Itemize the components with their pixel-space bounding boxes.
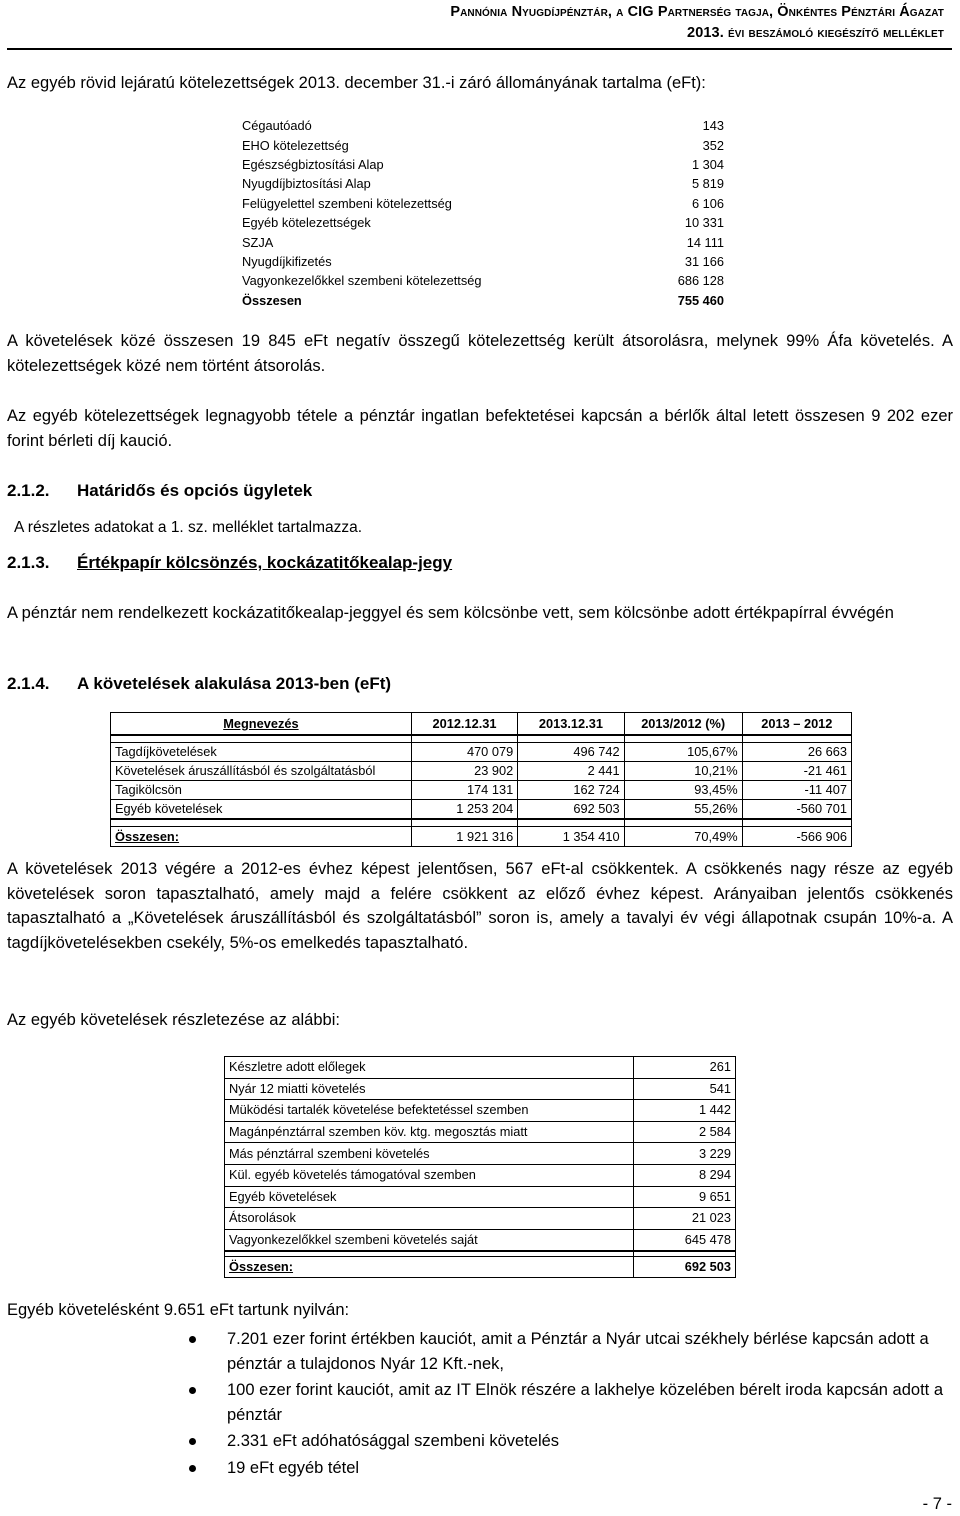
bullet-icon bbox=[189, 1336, 196, 1343]
row-label: Más pénztárral szembeni követelés bbox=[225, 1143, 634, 1165]
table-row bbox=[225, 1057, 736, 1079]
row-label: Vagyonkezelőkkel szembeni követelés saját bbox=[225, 1229, 634, 1251]
section-title: A követelések alakulása 2013-ben (eFt) bbox=[77, 674, 392, 693]
table-row bbox=[111, 762, 852, 781]
col-header-diff: 2013 – 2012 bbox=[742, 713, 851, 736]
row-label: Egyéb követelések bbox=[225, 1186, 634, 1208]
row-label: Nyugdíjkifizetés bbox=[242, 253, 332, 269]
row-label: Kül. egyéb követelés támogatóval szemben bbox=[225, 1164, 634, 1186]
row-label: EHO kötelezettség bbox=[242, 137, 349, 153]
row-value: 14 111 bbox=[686, 234, 724, 250]
row-label: Nyár 12 miatti követelés bbox=[225, 1078, 634, 1100]
cell: -566 906 bbox=[742, 827, 851, 847]
row-value: 686 128 bbox=[677, 273, 724, 289]
table-row bbox=[225, 1229, 736, 1251]
row-label: Egészségbiztosítási Alap bbox=[242, 156, 384, 172]
table-row bbox=[238, 232, 728, 251]
receivables-table bbox=[110, 712, 852, 847]
cell: 1 253 204 bbox=[411, 800, 517, 820]
table-row bbox=[111, 743, 852, 762]
section-heading-2-1-3 bbox=[7, 553, 452, 573]
cell: 174 131 bbox=[411, 781, 517, 800]
list-item-text: 7.201 ezer forint értékben kauciót, amit a Pénztár a Nyár utcai székhely bérlése kapcsán adott a pénztár a tulajdonos Nyár 12 Kft.-nek, bbox=[227, 1330, 929, 1373]
table-row bbox=[238, 135, 728, 154]
cell: -21 461 bbox=[742, 762, 851, 781]
other-receivables-table bbox=[224, 1056, 736, 1278]
cell: 93,45% bbox=[624, 781, 742, 800]
row-value: 10 331 bbox=[684, 215, 724, 231]
cell: 1 921 316 bbox=[411, 827, 517, 847]
row-value: 8 294 bbox=[634, 1164, 736, 1186]
paragraph-reclassification: A követelések közé összesen 19 845 eFt negatív összegű kötelezettség került átsorolásra, melynek 99% Áfa követelés. A kötelezettségek közé nem történt átsorolás. bbox=[7, 332, 953, 375]
total-label: Összesen: bbox=[225, 1257, 634, 1278]
row-label: SZJA bbox=[242, 234, 274, 250]
row-value: 1 442 bbox=[634, 1100, 736, 1122]
section-number: 2.1.3. bbox=[7, 553, 50, 572]
table-row bbox=[225, 1100, 736, 1122]
total-row bbox=[225, 1257, 736, 1278]
table-row bbox=[225, 1078, 736, 1100]
row-value: 2 584 bbox=[634, 1121, 736, 1143]
table-row bbox=[111, 800, 852, 820]
liabilities-table bbox=[238, 116, 728, 310]
section-heading-2-1-2 bbox=[7, 481, 312, 501]
row-value: 261 bbox=[634, 1057, 736, 1079]
cell: Követelések áruszállításból és szolgáltatásból bbox=[111, 762, 412, 781]
cell: Egyéb követelések bbox=[111, 800, 412, 820]
col-header-name: Megnevezés bbox=[111, 713, 412, 736]
total-row bbox=[238, 291, 728, 310]
table-row bbox=[225, 1164, 736, 1186]
cell: Tagdíjkövetelések bbox=[111, 743, 412, 762]
row-value: 6 106 bbox=[691, 195, 724, 211]
col-header-ratio: 2013/2012 (%) bbox=[624, 713, 742, 736]
paragraph-deposit: Az egyéb kötelezettségek legnagyobb tétele a pénztár ingatlan befektetései kapcsán a bérlők által letett összesen 9 202 ezer forint bérleti díj kaució. bbox=[7, 407, 953, 450]
section-2-1-3-text: A pénztár nem rendelkezett kockázatitőkealap-jeggyel és sem kölcsönbe vett, sem kölcsönbe adott értékpapírral évvégén bbox=[7, 604, 894, 622]
total-value: 692 503 bbox=[634, 1257, 736, 1278]
row-value: 31 166 bbox=[684, 253, 724, 269]
row-value: 9 651 bbox=[634, 1186, 736, 1208]
row-label: Cégautóadó bbox=[242, 118, 312, 134]
list-item-text: 2.331 eFt adóhatósággal szembeni követelés bbox=[227, 1432, 560, 1450]
table-row bbox=[238, 252, 728, 271]
row-value: 541 bbox=[634, 1078, 736, 1100]
table-row bbox=[225, 1186, 736, 1208]
header-line-2: 2013. évi beszámoló kiegészítő melléklet bbox=[687, 25, 944, 41]
row-value: 352 bbox=[702, 137, 724, 153]
table-row bbox=[225, 1208, 736, 1230]
cell: 2 441 bbox=[518, 762, 624, 781]
row-label: Felügyelettel szembeni kötelezettség bbox=[242, 195, 452, 211]
table-row bbox=[225, 1121, 736, 1143]
paragraph-receivables-analysis: A követelések 2013 végére a 2012-es évhez képest jelentősen, 567 eFt-al csökkentek. A csökkenés nagy része az egyéb követelések soron tapasztalható, amely majd a felére csökkent az előző évhez képest. Arányaiban jelentős csökkenés tapasztalható a „Követelések áruszállításból és szolgáltatásból” soron is, amely a tavalyi év végi állapotnak csupán 10%-a. A tagdíjkövetelésekben csekély, 5%-os emelkedés tapasztalható. bbox=[7, 860, 953, 952]
col-header-2013: 2013.12.31 bbox=[518, 713, 624, 736]
row-label: Készletre adott előlegek bbox=[225, 1057, 634, 1079]
cell: 55,26% bbox=[624, 800, 742, 820]
bullet-icon bbox=[189, 1438, 196, 1445]
table-row bbox=[225, 1143, 736, 1165]
cell: 496 742 bbox=[518, 743, 624, 762]
row-label: Átsorolások bbox=[225, 1208, 634, 1230]
section-number: 2.1.2. bbox=[7, 481, 50, 500]
cell: 1 354 410 bbox=[518, 827, 624, 847]
table-row bbox=[238, 174, 728, 193]
table-row bbox=[238, 155, 728, 174]
total-row bbox=[111, 827, 852, 847]
row-value: 21 023 bbox=[634, 1208, 736, 1230]
paragraph-other-receivables-listing: Egyéb követelésként 9.651 eFt tartunk nyilván: bbox=[7, 1301, 350, 1319]
section-heading-2-1-4 bbox=[7, 674, 391, 694]
table-row bbox=[238, 194, 728, 213]
bullet-list bbox=[185, 1327, 955, 1482]
row-value: 1 304 bbox=[691, 156, 724, 172]
row-value: 645 478 bbox=[634, 1229, 736, 1251]
list-item bbox=[185, 1429, 955, 1454]
row-label: Müködési tartalék követelése befektetéssel szemben bbox=[225, 1100, 634, 1122]
header-line-1: Pannónia Nyugdíjpénztár, a CIG Partnerség tagja, Önkéntes Pénztári Ágazat bbox=[450, 4, 944, 20]
section-title: Értékpapír kölcsönzés, kockázatitőkealap-jegy bbox=[77, 553, 453, 572]
table-row bbox=[238, 116, 728, 135]
list-item-text: 19 eFt egyéb tétel bbox=[227, 1458, 360, 1477]
cell: 70,49% bbox=[624, 827, 742, 847]
section-number: 2.1.4. bbox=[7, 674, 50, 693]
total-label: Összesen: bbox=[111, 827, 412, 847]
cell: 470 079 bbox=[411, 743, 517, 762]
table-row bbox=[111, 781, 852, 800]
intro-text: Az egyéb rövid lejáratú kötelezettségek 2013. december 31.-i záró állományának tartalma (eFt): bbox=[7, 74, 706, 92]
row-label: Nyugdíjbiztosítási Alap bbox=[242, 176, 371, 192]
cell: -11 407 bbox=[742, 781, 851, 800]
table-spacer bbox=[111, 819, 852, 827]
header-rule bbox=[7, 48, 952, 50]
table-row bbox=[238, 271, 728, 290]
list-item bbox=[185, 1456, 955, 1481]
total-label: Összesen bbox=[242, 292, 302, 308]
section-2-1-2-text: A részletes adatokat a 1. sz. melléklet tartalmazza. bbox=[14, 519, 363, 536]
page-number: - 7 - bbox=[922, 1495, 952, 1513]
cell: 23 902 bbox=[411, 762, 517, 781]
row-value: 3 229 bbox=[634, 1143, 736, 1165]
cell: 105,67% bbox=[624, 743, 742, 762]
paragraph-other-receivables-intro: Az egyéb követelések részletezése az alábbi: bbox=[7, 1011, 340, 1029]
cell: 162 724 bbox=[518, 781, 624, 800]
table-spacer bbox=[111, 735, 852, 743]
section-title: Határidős és opciós ügyletek bbox=[77, 481, 313, 500]
cell: 26 663 bbox=[742, 743, 851, 762]
bullet-icon bbox=[189, 1387, 196, 1394]
list-item bbox=[185, 1378, 955, 1427]
cell: Tagikölcsön bbox=[111, 781, 412, 800]
row-value: 143 bbox=[702, 118, 724, 134]
row-label: Vagyonkezelőkkel szembeni kötelezettség bbox=[242, 273, 482, 289]
table-header-row bbox=[111, 713, 852, 736]
col-header-2012: 2012.12.31 bbox=[411, 713, 517, 736]
row-value: 5 819 bbox=[691, 176, 724, 192]
row-label: Egyéb kötelezettségek bbox=[242, 215, 371, 231]
cell: 692 503 bbox=[518, 800, 624, 820]
row-label: Magánpénztárral szemben köv. ktg. megosztás miatt bbox=[225, 1121, 634, 1143]
bullet-icon bbox=[189, 1465, 196, 1472]
cell: 10,21% bbox=[624, 762, 742, 781]
cell: -560 701 bbox=[742, 800, 851, 820]
list-item bbox=[185, 1327, 955, 1376]
list-item-text: 100 ezer forint kauciót, amit az IT Elnök részére a lakhelye közelében bérelt iroda kapcsán adott a pénztár bbox=[227, 1381, 944, 1424]
total-value: 755 460 bbox=[677, 292, 724, 308]
table-row bbox=[238, 213, 728, 232]
